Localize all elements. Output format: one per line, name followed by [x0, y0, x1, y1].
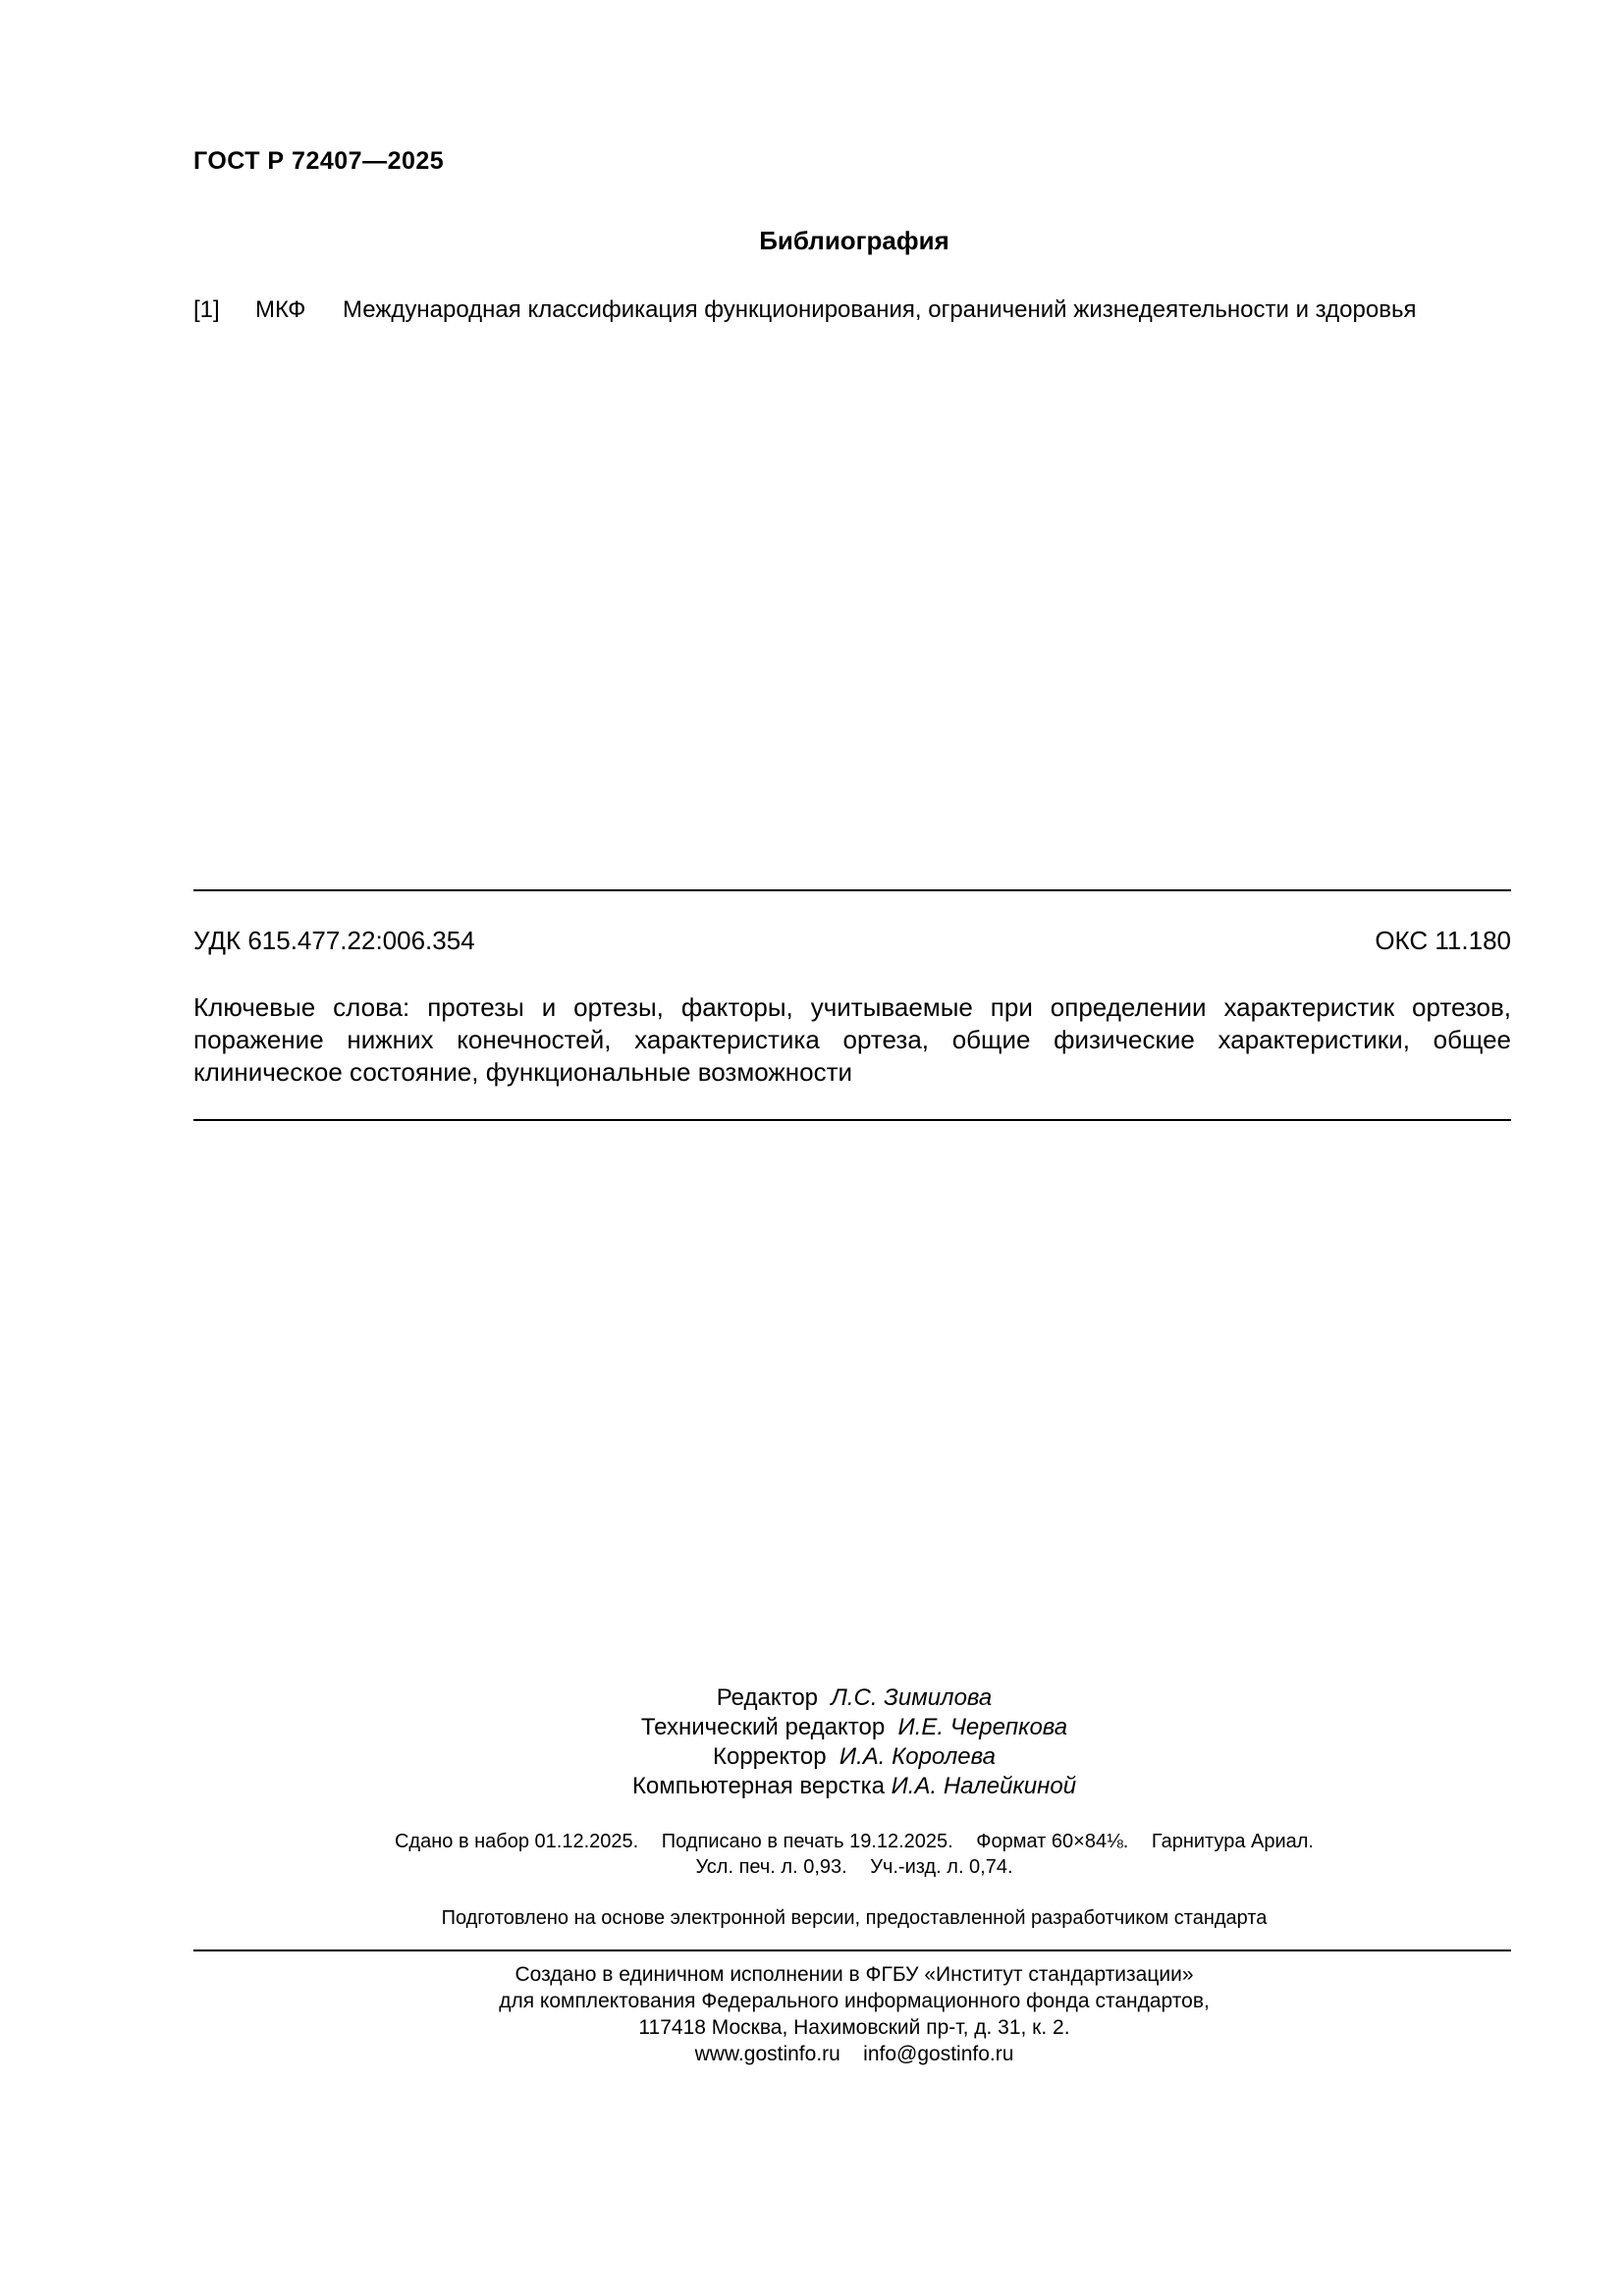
- staff-name: И.А. Налейкиной: [891, 1773, 1077, 1799]
- publisher-email[interactable]: info@gostinfo.ru: [863, 2043, 1014, 2065]
- divider-bottom: [193, 1949, 1511, 1951]
- staff-role: Компьютерная верстка: [631, 1773, 885, 1799]
- staff-name: И.Е. Черепкова: [897, 1714, 1068, 1740]
- publisher-line-1: Создано в единичном исполнении в ФГБУ «Институт стандартизации»: [514, 1963, 1194, 1986]
- keywords-paragraph: Ключевые слова: протезы и ортезы, факторы, учитываемые при определении характеристик ортезов, поражение нижних конечностей, характеристика ортеза, общие физические характеристики, общее клиническое состояние, функциональные возможности: [193, 992, 1511, 1087]
- publisher-contacts: [0, 2041, 1624, 2067]
- staff-name: Л.С. Зимилова: [831, 1684, 993, 1711]
- divider-middle: [193, 1119, 1511, 1121]
- document-code: ГОСТ Р 72407—2025: [193, 147, 445, 175]
- staff-role: Редактор: [716, 1684, 819, 1711]
- publisher-address: 117418 Москва, Нахимовский пр-т, д. 31, к. 2.: [638, 2016, 1070, 2039]
- staff-technical-editor: [0, 1713, 1624, 1742]
- bibliography-item-abbreviation: МКФ: [255, 296, 306, 323]
- typeface: Гарнитура Ариал.: [1151, 1831, 1314, 1852]
- bibliography-item-number: [1]: [193, 296, 220, 323]
- publishing-sheets: Уч.-изд. л. 0,74.: [870, 1856, 1013, 1878]
- udc-code: УДК 615.477.22:006.354: [193, 926, 475, 955]
- staff-role: Технический редактор: [640, 1714, 886, 1740]
- print-sheets: Усл. печ. л. 0,93.: [695, 1856, 847, 1878]
- divider-top: [193, 889, 1511, 891]
- staff-name: И.А. Королева: [839, 1743, 996, 1770]
- print-info: [0, 1829, 1624, 1880]
- print-info-line-2: [0, 1854, 1624, 1880]
- staff-editor: [0, 1683, 1624, 1713]
- staff-layout: [0, 1772, 1624, 1801]
- staff-credits: [0, 1683, 1624, 1801]
- bibliography-title: Библиография: [759, 226, 949, 255]
- paper-format: Формат 60×84⅛.: [976, 1831, 1129, 1852]
- staff-proofreader: [0, 1742, 1624, 1772]
- print-info-line-1: [0, 1829, 1624, 1854]
- publisher-info: [0, 1961, 1624, 2067]
- submitted-date: Сдано в набор 01.12.2025.: [394, 1831, 639, 1852]
- publisher-line-2: для комплектования Федерального информационного фонда стандартов,: [499, 1990, 1210, 2012]
- publisher-website[interactable]: www.gostinfo.ru: [694, 2043, 840, 2065]
- signed-date: Подписано в печать 19.12.2025.: [661, 1831, 953, 1852]
- prepared-note: Подготовлено на основе электронной версии, предоставленной разработчиком стандарта: [441, 1907, 1268, 1929]
- staff-role: Корректор: [713, 1743, 827, 1770]
- bibliography-item-text: Международная классификация функционирования, ограничений жизнедеятельности и здоровья: [343, 296, 1417, 323]
- oks-code: ОКС 11.180: [1375, 926, 1511, 955]
